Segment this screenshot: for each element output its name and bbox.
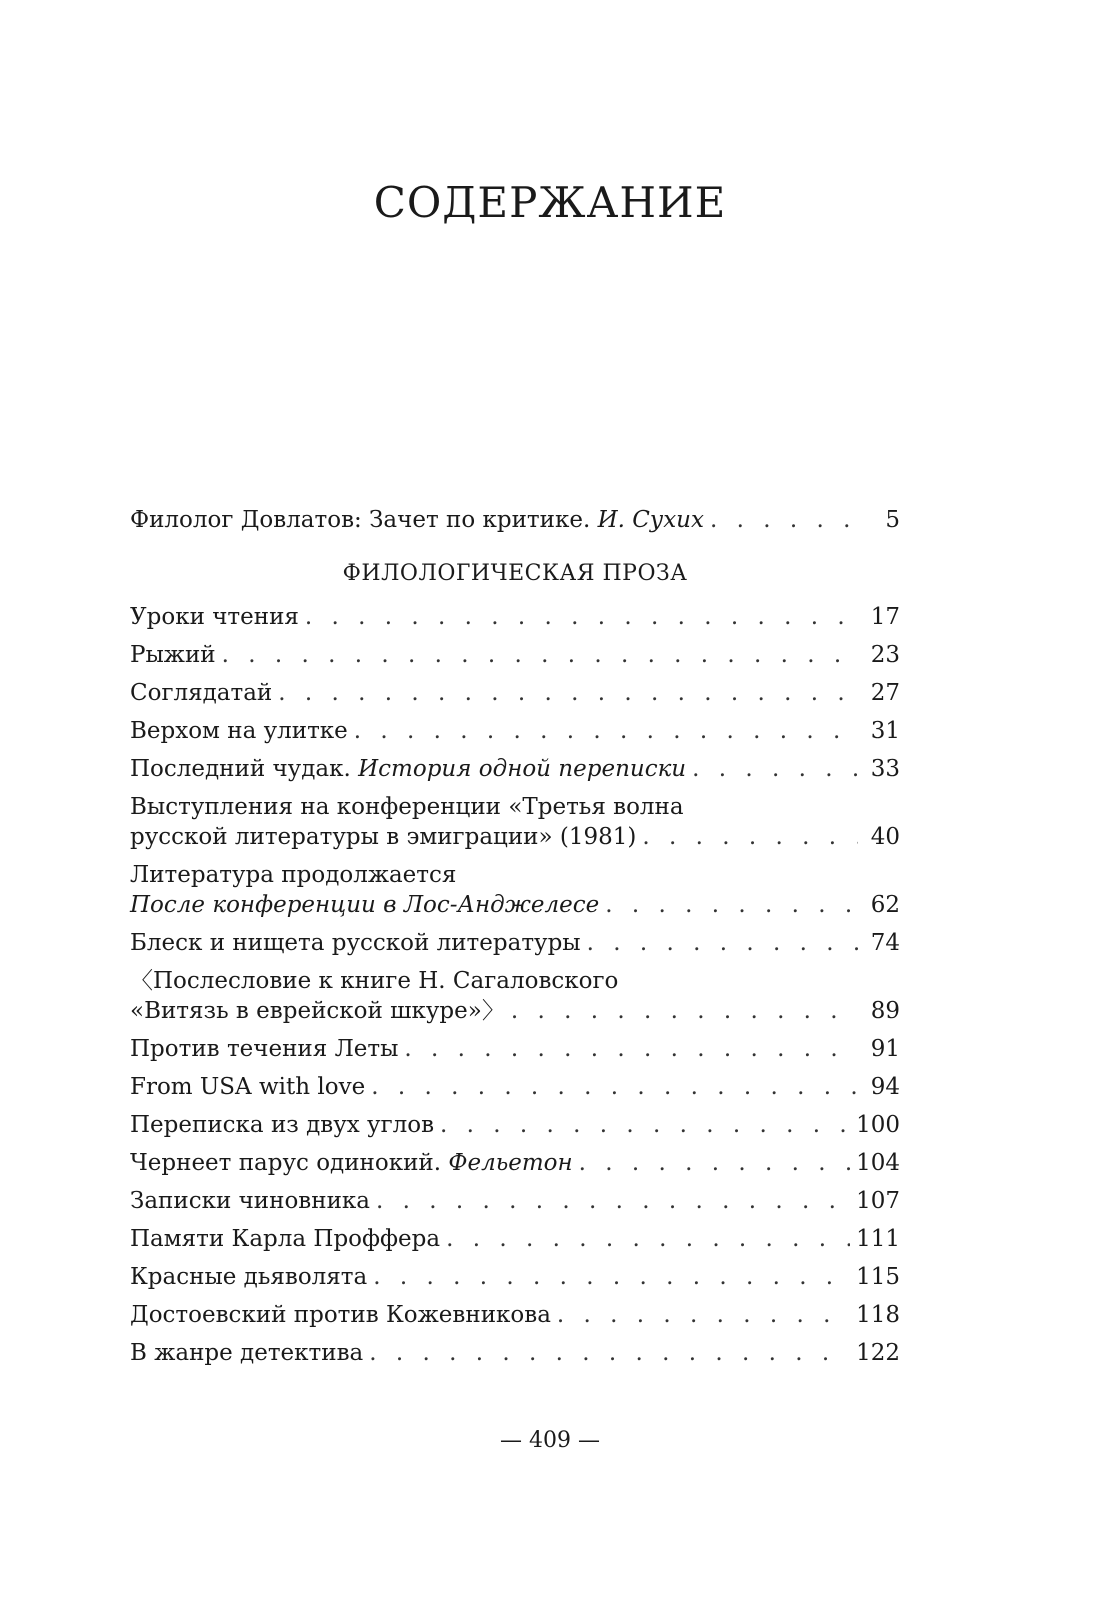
toc-entry-title-line1: Литература продолжается bbox=[130, 862, 457, 888]
toc-entry-title: From USA with love bbox=[130, 1074, 366, 1100]
toc-page-number: 5 bbox=[885, 507, 900, 533]
toc-entry bbox=[130, 678, 900, 708]
toc-page-number: 111 bbox=[856, 1226, 900, 1252]
leader-dots bbox=[222, 640, 858, 670]
toc-entry-intro bbox=[130, 505, 900, 535]
toc-entry-title: Уроки чтения bbox=[130, 604, 299, 630]
table-of-contents bbox=[130, 505, 900, 1376]
page-title: СОДЕРЖАНИЕ bbox=[373, 178, 727, 227]
toc-entry-title: Записки чиновника bbox=[130, 1188, 371, 1214]
toc-page-number: 118 bbox=[856, 1302, 900, 1328]
leader-dots bbox=[692, 754, 858, 784]
toc-page-number: 107 bbox=[856, 1188, 900, 1214]
section-heading: ФИЛОЛОГИЧЕСКАЯ ПРОЗА bbox=[342, 561, 688, 586]
toc-page-number: 40 bbox=[870, 824, 900, 850]
toc-page-number: 122 bbox=[856, 1340, 900, 1366]
toc-entry-title: Переписка из двух углов bbox=[130, 1112, 435, 1138]
toc-page-number: 89 bbox=[870, 998, 900, 1024]
leader-dots bbox=[369, 1338, 850, 1368]
toc-entry bbox=[130, 1072, 900, 1102]
leader-dots bbox=[305, 602, 858, 632]
toc-entry bbox=[130, 1262, 900, 1292]
toc-entry-title-line2: «Витязь в еврейской шкуре»〉 bbox=[130, 998, 505, 1024]
toc-page-number: 91 bbox=[870, 1036, 900, 1062]
leader-dots bbox=[587, 928, 858, 958]
toc-entry-title: Рыжий bbox=[130, 642, 216, 668]
toc-entry bbox=[130, 1148, 900, 1178]
toc-entry bbox=[130, 1224, 900, 1254]
toc-entry bbox=[130, 640, 900, 670]
toc-entry bbox=[130, 1110, 900, 1140]
toc-entry bbox=[130, 1300, 900, 1330]
toc-entry bbox=[130, 1186, 900, 1216]
toc-entry bbox=[130, 1338, 900, 1368]
toc-entry bbox=[130, 1034, 900, 1064]
leader-dots bbox=[511, 996, 858, 1026]
toc-entry-title-line2: русской литературы в эмиграции» (1981) bbox=[130, 824, 637, 850]
toc-entry-title: Филолог Довлатов: Зачет по критике. И. Сухих bbox=[130, 507, 704, 533]
toc-page-number: 27 bbox=[870, 680, 900, 706]
leader-dots bbox=[710, 505, 858, 535]
toc-entry-title: В жанре детектива bbox=[130, 1340, 364, 1366]
leader-dots bbox=[642, 822, 858, 852]
toc-entry-title: Достоевский против Кожевникова bbox=[130, 1302, 551, 1328]
leader-dots bbox=[557, 1300, 850, 1330]
toc-entry bbox=[130, 754, 900, 784]
toc-entry bbox=[130, 792, 900, 852]
toc-entry bbox=[130, 928, 900, 958]
toc-entry-title: Последний чудак. История одной переписки bbox=[130, 756, 687, 782]
toc-page-number: 115 bbox=[856, 1264, 900, 1290]
leader-dots bbox=[440, 1110, 850, 1140]
toc-entry bbox=[130, 716, 900, 746]
toc-entry bbox=[130, 966, 900, 1026]
leader-dots bbox=[404, 1034, 858, 1064]
leader-dots bbox=[579, 1148, 850, 1178]
toc-entry-title: Против течения Леты bbox=[130, 1036, 399, 1062]
toc-entry-title: Соглядатай bbox=[130, 680, 273, 706]
leader-dots bbox=[371, 1072, 858, 1102]
page-number-folio: — 409 — bbox=[500, 1428, 600, 1453]
toc-page-number: 31 bbox=[870, 718, 900, 744]
toc-entry-title: Красные дьяволята bbox=[130, 1264, 368, 1290]
toc-entry-title-line1: 〈Послесловие к книге Н. Сагаловского bbox=[130, 968, 619, 994]
toc-entry bbox=[130, 860, 900, 920]
toc-page-number: 100 bbox=[856, 1112, 900, 1138]
leader-dots bbox=[605, 890, 858, 920]
toc-page-number: 104 bbox=[856, 1150, 900, 1176]
toc-page-number: 17 bbox=[870, 604, 900, 630]
toc-page-number: 94 bbox=[870, 1074, 900, 1100]
toc-entry bbox=[130, 602, 900, 632]
toc-page-number: 62 bbox=[870, 892, 900, 918]
leader-dots bbox=[446, 1224, 850, 1254]
toc-page-number: 74 bbox=[870, 930, 900, 956]
toc-entry-title-line2: После конференции в Лос-Анджелесе bbox=[130, 892, 600, 918]
toc-entry-title: Памяти Карла Проффера bbox=[130, 1226, 441, 1252]
leader-dots bbox=[373, 1262, 850, 1292]
toc-page-number: 33 bbox=[870, 756, 900, 782]
toc-entry-title-line1: Выступления на конференции «Третья волна bbox=[130, 794, 684, 820]
leader-dots bbox=[354, 716, 858, 746]
toc-entry-title: Верхом на улитке bbox=[130, 718, 348, 744]
toc-entry-title: Блеск и нищета русской литературы bbox=[130, 930, 581, 956]
toc-page-number: 23 bbox=[870, 642, 900, 668]
toc-entry-title: Чернеет парус одинокий. Фельетон bbox=[130, 1150, 573, 1176]
leader-dots bbox=[278, 678, 858, 708]
leader-dots bbox=[376, 1186, 850, 1216]
